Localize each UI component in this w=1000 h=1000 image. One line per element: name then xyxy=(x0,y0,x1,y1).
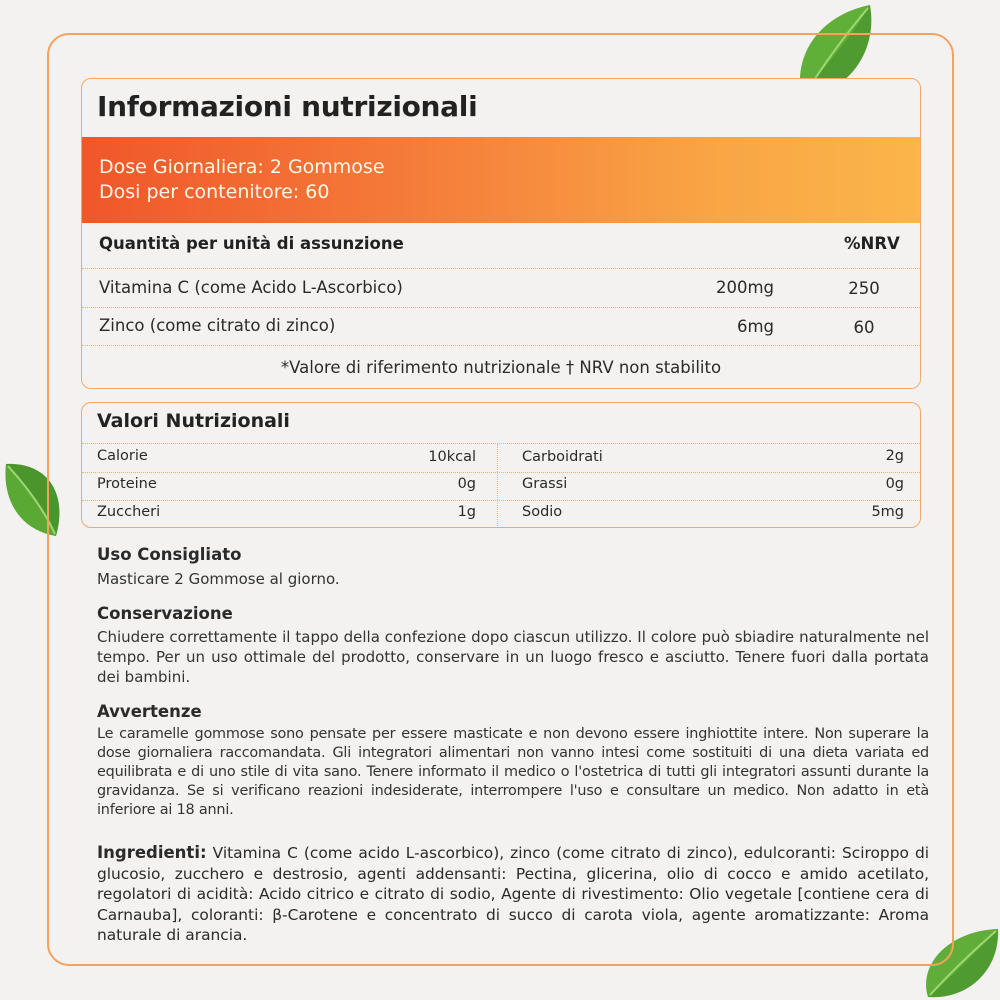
page-title: Informazioni nutrizionali xyxy=(97,90,478,123)
row-nrv: 60 xyxy=(853,318,875,337)
row-amount: 6mg xyxy=(736,317,774,336)
row-name: Vitamina C (come Acido L-Ascorbico) xyxy=(99,278,403,297)
uso-title: Uso Consigliato xyxy=(97,545,242,564)
doses-per-container: Dosi per contenitore: 60 xyxy=(99,181,330,203)
zuccheri-value: 1g xyxy=(457,504,476,520)
avvertenze-title: Avvertenze xyxy=(97,702,202,721)
zuccheri-label: Zuccheri xyxy=(97,504,161,520)
nutrition-values-title: Valori Nutrizionali xyxy=(97,410,290,432)
conservazione-title: Conservazione xyxy=(97,604,233,623)
row-nrv: 250 xyxy=(848,279,880,298)
row-amount: 200mg xyxy=(715,278,774,297)
column-divider xyxy=(497,444,498,528)
uso-text: Masticare 2 Gommose al giorno. xyxy=(97,570,340,588)
ingredients-label: Ingredienti: xyxy=(97,843,207,862)
conservazione-text: Chiudere correttamente il tappo della confezione dopo ciascun utilizzo. Il colore può sbiadire naturalmente nel tempo. Per un uso ottimale del prodotto, conservare in un luogo fresco e asciutto. Tenere fuori dalla portata dei bambini. xyxy=(97,628,929,686)
row-name: Zinco (come citrato di zinco) xyxy=(99,316,336,335)
calorie-label: Calorie xyxy=(97,448,148,464)
ingredients-text: Vitamina C (come acido L-ascorbico), zinco (come citrato di zinco), edulcoranti: Sciroppo di glucosio, zucchero e destrosio, agenti addensanti: Pectina, glicerina, olio di cocco e amido acetilato, regolatori di acidità: Acido citrico e citrato di sodio, Agente di rivestimento: Olio vegetale [contiene cera di Carnauba], coloranti: β-Carotene e concentrato di succo di carota viola, agente aromatizzante: Aroma naturale di arancia. xyxy=(97,844,929,944)
proteine-value: 0g xyxy=(457,476,476,492)
daily-dose: Dose Giornaliera: 2 Gommose xyxy=(99,156,385,178)
table-header-quantity: Quantità per unità di assunzione xyxy=(99,234,404,253)
nutrition-info-panel xyxy=(81,78,921,389)
carboidrati-label: Carboidrati xyxy=(522,449,603,465)
divider xyxy=(82,268,920,269)
ingredients xyxy=(97,843,929,946)
grassi-value: 0g xyxy=(885,476,904,492)
divider xyxy=(82,472,920,473)
calorie-value: 10kcal xyxy=(428,449,476,465)
carboidrati-value: 2g xyxy=(885,448,904,464)
sodio-label: Sodio xyxy=(522,504,563,520)
footnote: *Valore di riferimento nutrizionale † NRV non stabilito xyxy=(280,358,722,377)
divider xyxy=(82,307,920,308)
table-header-nrv: %NRV xyxy=(844,234,900,253)
divider xyxy=(82,443,920,444)
avvertenze-text: Le caramelle gommose sono pensate per essere masticate e non devono essere inghiottite intere. Non superare la dose giornaliera raccomandata. Gli integratori alimentari non vanno intesi come sostituiti di una dieta variata ed equilibrata e di uno stile di vita sano. Tenere informato il medico o l'ostetrica di tutti gli integratori assunti durante la gravidanza. Se si verificano reazioni indesiderate, interrompere l'uso e consultare un medico. Non adatto in età inferiore ai 18 anni. xyxy=(97,726,929,818)
nutrition-values-panel xyxy=(81,402,921,528)
divider xyxy=(82,345,920,346)
grassi-label: Grassi xyxy=(522,476,568,492)
divider xyxy=(82,500,920,501)
proteine-label: Proteine xyxy=(97,476,157,492)
sodio-value: 5mg xyxy=(871,504,904,520)
